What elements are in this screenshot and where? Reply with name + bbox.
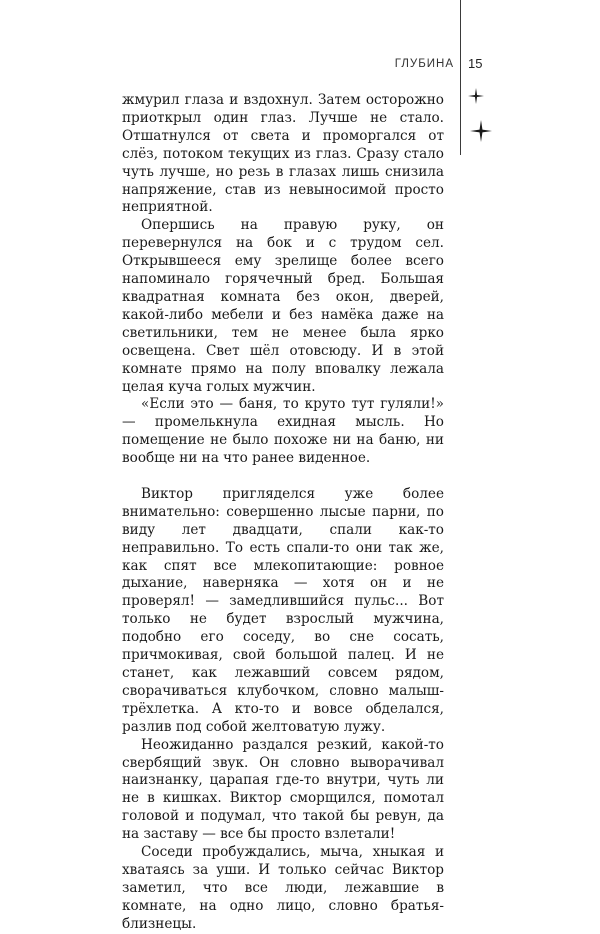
body-text <box>122 92 444 934</box>
paragraph: Неожиданно раздался резкий, какой-то свербящий звук. Он словно выворачивал наизнанку, царапая где-то внутри, чуть ли не в кишках. Виктор сморщился, помотал головой и подумал, что такой бы ревун, да на заставу — все бы просто взлетали! <box>122 736 444 843</box>
margin-rule <box>460 0 461 155</box>
paragraph: жмурил глаза и вздохнул. Затем осторожно приоткрыл один глаз. Лучше не стало. Отшатнулся от света и проморгался от слёз, потоком текущих из глаз. Сразу стало чуть лучше, но резь в глазах лишь снизила напряжение, став из невыносимой просто неприятной. <box>122 92 444 216</box>
star-icon <box>470 120 492 142</box>
star-icon <box>468 88 484 104</box>
paragraph: Соседи пробуждались, мыча, хныкая и хватаясь за уши. И только сейчас Виктор заметил, что все люди, лежавшие в комнате, на одно лицо, словно братья-близнецы. <box>122 844 444 932</box>
paragraph: «Если это — баня, то круто тут гуляли!» — промелькнула ехидная мысль. Но помещение не было похоже ни на баню, ни вообще ни на что ранее виденное. <box>122 396 444 467</box>
paragraph: Виктор пригляделся уже более внимательно: совершенно лысые парни, по виду лет двадцати, спали как-то неправильно. То есть спали-то они так же, как спят все млекопитающие: ровное дыхание, наверняка — хотя он и не проверял! — замедлившийся пульс... Вот только не будет взрослый мужчина, подобно его соседу, во сне сосать, причмокивая, свой большой палец. И не станет, как лежавший совсем рядом, сворачиваться клубочком, словно малыш-трёхлетка. А кто-то и вовсе обделался, разлив под собой желтоватую лужу. <box>122 485 444 735</box>
running-title: ГЛУБИНА <box>394 58 454 70</box>
paragraph: Опершись на правую руку, он перевернулся на бок и с трудом сел. Открывшееся ему зрелище более всего напоминало горячечный бред. Большая квадратная комната без окон, дверей, какой-либо мебели и без намёка даже на светильники, тем не менее была ярко освещена. Свет шёл отовсюду. И в этой комнате прямо на полу вповалку лежала целая куча голых мужчин. <box>122 217 444 395</box>
page-number: 15 <box>468 56 483 71</box>
